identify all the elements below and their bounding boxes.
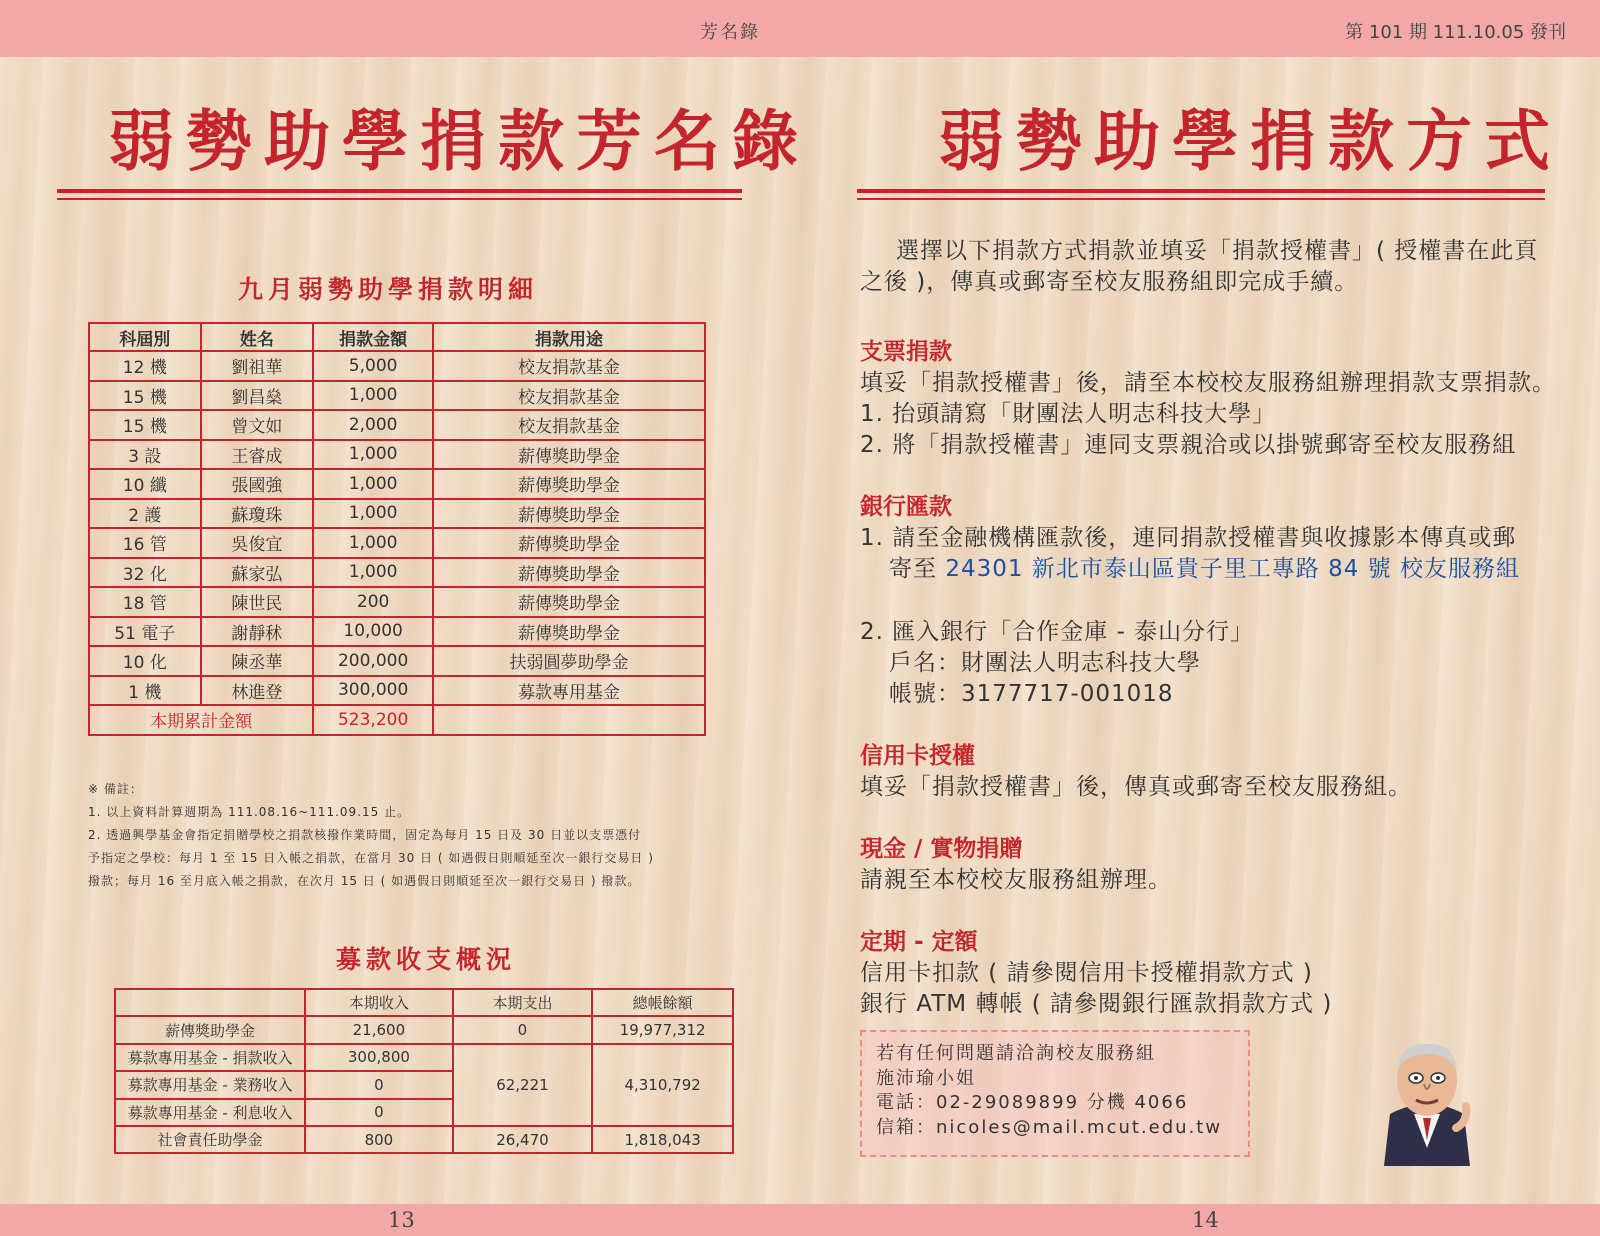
fund-header-expense: 本期支出 bbox=[453, 989, 593, 1016]
donation-dept: 3 設 bbox=[89, 440, 201, 470]
donation-row bbox=[89, 646, 705, 676]
donation-purpose: 薪傳獎助學金 bbox=[433, 587, 705, 617]
col-header-dept: 科屆別 bbox=[89, 323, 201, 351]
donation-name: 陳丞華 bbox=[201, 646, 314, 676]
contact-email: 信箱：nicoles@mail.mcut.edu.tw bbox=[876, 1116, 1223, 1138]
fund-header-income: 本期收入 bbox=[305, 989, 453, 1016]
donation-amount: 200 bbox=[313, 587, 433, 617]
donation-row bbox=[89, 499, 705, 529]
donation-amount: 10,000 bbox=[313, 617, 433, 647]
donation-name: 蘇家弘 bbox=[201, 558, 314, 588]
note-line: 予指定之學校：每月 1 至 15 日入帳之捐款，在當月 30 日 ( 如遇假日則順延至次一銀行交易日 ) bbox=[88, 851, 654, 865]
donation-purpose: 薪傳獎助學金 bbox=[433, 440, 705, 470]
bank-line-3: 2. 匯入銀行「合作金庫 - 泰山分行」 bbox=[860, 619, 1255, 645]
donation-name: 劉昌燊 bbox=[201, 381, 314, 411]
fund-expense: 0 bbox=[453, 1016, 593, 1043]
donation-purpose: 薪傳獎助學金 bbox=[433, 469, 705, 499]
col-header-name: 姓名 bbox=[201, 323, 314, 351]
footer-bar bbox=[0, 1204, 1600, 1236]
fund-expense: 26,470 bbox=[453, 1126, 593, 1153]
bank-line-2 bbox=[889, 550, 1520, 583]
fund-income: 800 bbox=[305, 1126, 453, 1153]
donation-purpose: 校友捐款基金 bbox=[433, 351, 705, 381]
fund-header-row bbox=[115, 989, 733, 1016]
donation-amount: 1,000 bbox=[313, 440, 433, 470]
note-line: 撥款；每月 16 至月底入帳之捐款，在次月 15 日 ( 如遇假日則順延至次一銀行交易日 ) 撥款。 bbox=[88, 874, 641, 888]
donation-total-row bbox=[89, 705, 705, 735]
fund-name: 募款專用基金 - 利息收入 bbox=[115, 1099, 305, 1126]
fund-income: 0 bbox=[305, 1071, 453, 1098]
donation-amount: 1,000 bbox=[313, 469, 433, 499]
fund-name: 募款專用基金 - 業務收入 bbox=[115, 1071, 305, 1098]
contact-box bbox=[860, 1030, 1250, 1157]
check-line-3: 2. 將「捐款授權書」連同支票親洽或以掛號郵寄至校友服務組 bbox=[860, 432, 1517, 458]
donation-amount: 1,000 bbox=[313, 499, 433, 529]
left-page-title: 弱勢助學捐款芳名錄 bbox=[108, 103, 810, 180]
regular-line-1: 信用卡扣款 ( 請參閱信用卡授權捐款方式 ) bbox=[860, 960, 1313, 986]
left-title-rule-thin bbox=[57, 198, 742, 200]
section-cash-heading: 現金 / 實物捐贈 bbox=[860, 836, 1023, 862]
donation-purpose: 募款專用基金 bbox=[433, 676, 705, 706]
donation-name: 曾文如 bbox=[201, 410, 314, 440]
donation-row bbox=[89, 351, 705, 381]
donation-dept: 16 管 bbox=[89, 528, 201, 558]
donation-name: 劉祖華 bbox=[201, 351, 314, 381]
donation-row bbox=[89, 617, 705, 647]
donation-dept: 10 化 bbox=[89, 646, 201, 676]
fund-balance: 19,977,312 bbox=[592, 1016, 733, 1043]
note-line: 2. 透過興學基金會指定捐贈學校之捐款核撥作業時間，固定為每月 15 日及 30 日並以支票憑付 bbox=[88, 828, 642, 842]
contact-person: 施沛瑜小姐 bbox=[876, 1067, 976, 1089]
donation-amount: 1,000 bbox=[313, 381, 433, 411]
note-line: ※ 備註： bbox=[88, 782, 143, 796]
col-header-purpose: 捐款用途 bbox=[433, 323, 705, 351]
donation-dept: 15 機 bbox=[89, 381, 201, 411]
donation-name: 張國強 bbox=[201, 469, 314, 499]
donation-name: 王睿成 bbox=[201, 440, 314, 470]
donation-purpose: 校友捐款基金 bbox=[433, 410, 705, 440]
donation-name: 謝靜秫 bbox=[201, 617, 314, 647]
donation-amount: 200,000 bbox=[313, 646, 433, 676]
header-section-title: 芳名錄 bbox=[700, 22, 760, 43]
donation-amount: 300,000 bbox=[313, 676, 433, 706]
bank-address-prefix: 寄至 bbox=[889, 556, 937, 582]
donation-purpose: 校友捐款基金 bbox=[433, 381, 705, 411]
header-bar bbox=[0, 0, 1600, 57]
fund-row bbox=[115, 1016, 733, 1043]
bank-account-name: 戶名：財團法人明志科技大學 bbox=[889, 650, 1201, 676]
page-number-right: 14 bbox=[1192, 1208, 1219, 1232]
section-credit-heading: 信用卡授權 bbox=[860, 743, 975, 769]
fund-name: 社會責任助學金 bbox=[115, 1126, 305, 1153]
section-check-heading: 支票捐款 bbox=[860, 339, 952, 365]
fund-balance: 1,818,043 bbox=[592, 1126, 733, 1153]
donation-detail-title: 九月弱勢助學捐款明細 bbox=[238, 275, 539, 304]
left-title-rule bbox=[57, 189, 742, 193]
donation-purpose: 薪傳獎助學金 bbox=[433, 499, 705, 529]
donation-row bbox=[89, 676, 705, 706]
donation-name: 林進登 bbox=[201, 676, 314, 706]
note-line: 1. 以上資料計算週期為 111.08.16~111.09.15 止。 bbox=[88, 805, 411, 819]
check-line-2: 1. 抬頭請寫「財團法人明志科技大學」 bbox=[860, 401, 1277, 427]
fund-income: 300,800 bbox=[305, 1044, 453, 1071]
contact-phone: 電話：02-29089899 分機 4066 bbox=[876, 1092, 1189, 1113]
donation-purpose: 薪傳獎助學金 bbox=[433, 617, 705, 647]
fund-name: 募款專用基金 - 捐款收入 bbox=[115, 1044, 305, 1071]
regular-line-2: 銀行 ATM 轉帳 ( 請參閱銀行匯款捐款方式 ) bbox=[860, 991, 1333, 1017]
intro-text: 選擇以下捐款方式捐款並填妥「捐款授權書」( 授權書在此頁之後 )，傳真或郵寄至校友服務組即完成手續。 bbox=[860, 238, 1539, 295]
donation-amount: 1,000 bbox=[313, 558, 433, 588]
donation-dept: 1 機 bbox=[89, 676, 201, 706]
fund-name: 薪傳獎助學金 bbox=[115, 1016, 305, 1043]
donation-name: 吳俊宜 bbox=[201, 528, 314, 558]
donation-dept: 32 化 bbox=[89, 558, 201, 588]
donation-dept: 12 機 bbox=[89, 351, 201, 381]
fund-header-blank bbox=[115, 989, 305, 1016]
intro-paragraph bbox=[860, 236, 1550, 298]
fund-row bbox=[115, 1126, 733, 1153]
cash-line-1: 請親至本校校友服務組辦理。 bbox=[860, 867, 1172, 893]
donation-row bbox=[89, 410, 705, 440]
fund-summary-title: 募款收支概況 bbox=[336, 945, 517, 974]
col-header-amount: 捐款金額 bbox=[313, 323, 433, 351]
donation-dept: 2 護 bbox=[89, 499, 201, 529]
fund-expense-merged: 62,221 bbox=[453, 1044, 593, 1126]
page-number-left: 13 bbox=[388, 1208, 415, 1232]
donation-amount: 5,000 bbox=[313, 351, 433, 381]
credit-line-1: 填妥「捐款授權書」後，傳真或郵寄至校友服務組。 bbox=[860, 774, 1412, 800]
right-title-rule-thin bbox=[857, 198, 1545, 200]
bank-line-1: 1. 請至金融機構匯款後，連同捐款授權書與收據影本傳真或郵 bbox=[860, 525, 1517, 551]
donation-purpose: 扶弱圓夢助學金 bbox=[433, 646, 705, 676]
donation-dept: 18 管 bbox=[89, 587, 201, 617]
donation-purpose: 薪傳獎助學金 bbox=[433, 558, 705, 588]
donation-name: 陳世民 bbox=[201, 587, 314, 617]
fund-balance-merged: 4,310,792 bbox=[592, 1044, 733, 1126]
donation-dept: 51 電子 bbox=[89, 617, 201, 647]
donation-amount: 2,000 bbox=[313, 410, 433, 440]
total-empty-cell bbox=[433, 705, 705, 735]
fund-income: 0 bbox=[305, 1099, 453, 1126]
mailing-address: 24301 新北市泰山區貴子里工專路 84 號 校友服務組 bbox=[945, 556, 1520, 582]
fund-income: 21,600 bbox=[305, 1016, 453, 1043]
donation-row bbox=[89, 528, 705, 558]
donation-row bbox=[89, 558, 705, 588]
donation-row bbox=[89, 381, 705, 411]
section-regular-heading: 定期 - 定額 bbox=[860, 929, 978, 955]
donation-header-row bbox=[89, 323, 705, 351]
fund-row bbox=[115, 1044, 733, 1071]
fund-header-balance: 總帳餘額 bbox=[592, 989, 733, 1016]
donation-name: 蘇瓊珠 bbox=[201, 499, 314, 529]
donation-purpose: 薪傳獎助學金 bbox=[433, 528, 705, 558]
donation-dept: 10 纖 bbox=[89, 469, 201, 499]
section-bank-heading: 銀行匯款 bbox=[860, 494, 952, 520]
donation-amount: 1,000 bbox=[313, 528, 433, 558]
contact-line: 若有任何問題請洽詢校友服務組 bbox=[876, 1043, 1156, 1064]
right-page-title: 弱勢助學捐款方式 bbox=[938, 103, 1562, 180]
donation-row bbox=[89, 587, 705, 617]
total-value: 523,200 bbox=[313, 705, 433, 735]
donation-row bbox=[89, 440, 705, 470]
header-issue-info: 第 101 期 111.10.05 發刊 bbox=[1345, 22, 1566, 43]
right-title-rule bbox=[857, 189, 1545, 193]
bank-account-number: 帳號：3177717-001018 bbox=[889, 681, 1174, 707]
total-label: 本期累計金額 bbox=[89, 705, 313, 735]
fund-summary-table bbox=[114, 988, 734, 1154]
donation-row bbox=[89, 469, 705, 499]
donation-notes bbox=[88, 778, 748, 893]
donation-dept: 15 機 bbox=[89, 410, 201, 440]
check-line-1: 填妥「捐款授權書」後，請至本校校友服務組辦理捐款支票捐款。 bbox=[860, 370, 1556, 396]
founder-caricature-icon bbox=[1372, 1036, 1482, 1166]
donation-table bbox=[88, 322, 706, 736]
